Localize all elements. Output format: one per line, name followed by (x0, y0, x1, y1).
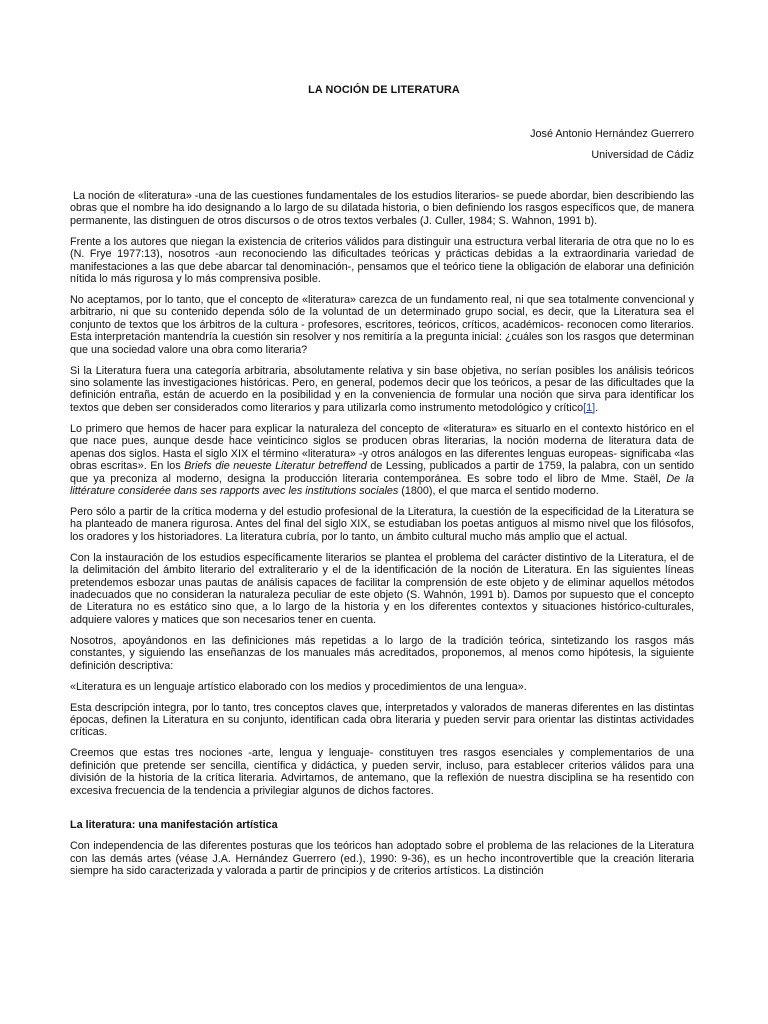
author-name: José Antonio Hernández Guerrero (530, 128, 694, 140)
paragraph-12: Con independencia de las diferentes posturas que los teóricos han adoptado sobre el problema de las relaciones de la Literatura con las demás artes (véase J.A. Hernández Guerrero (ed.), 1990: 9-36), es un hecho incontrovertible que la creación literaria siempre ha sido caracterizada y valorada a partir de principios y de criterios artísticos. La distinción (70, 840, 694, 878)
paragraph-4-text: Si la Literatura fuera una categoría arbitraria, absolutamente relativa y sin base objetiva, no serían posibles los análisis teóricos sino solamente las investigaciones históricas. Pero, en general, podemos decir que los teóricos, a pesar de las dificultades que la definición entraña, están de acuerdo en la posibilidad y en la conveniencia de formular una noción que sirva para identificar los textos que deben ser considerados como literarios y para utilizarla como instrumento metodológico y crítico (70, 364, 694, 414)
document-title: LA NOCIÓN DE LITERATURA (308, 84, 460, 96)
paragraph-6: Pero sólo a partir de la crítica moderna y del estudio profesional de la Literatura, la cuestión de la especificidad de la Literatura se ha planteado de manera rigurosa. Antes del final del siglo XIX, se estudiaban los poetas antiguos al mismo nivel que los filósofos, los oradores y los historiadores. La literatura cubría, por lo tanto, un ámbito cultural mucho más amplio que el actual. (70, 505, 694, 543)
paragraph-5 (70, 423, 694, 497)
document-body (70, 190, 694, 886)
paragraph-4 (70, 365, 694, 415)
paragraph-1: La noción de «literatura» -una de las cuestiones fundamentales de los estudios literarios- se puede abordar, bien describiendo las obras que el nombre ha ido designando a lo largo de su dilatada historia, o bien definiendo los rasgos específicos que, de manera permanente, las distinguen de otros discursos o de otros textos verbales (J. Culler, 1984; S. Wahnon, 1991 b). (70, 190, 694, 227)
paragraph-5-part-a: Lo primero que hemos de hacer para explicar la naturaleza del concepto de «literatura» es situarlo en el contexto histórico en el que nace pues, aunque desde hace veinticinco siglos se producen obras literarias, la noción moderna de literatura data de apenas dos siglos. Hasta el siglo XIX el término «literatura» -y otros análogos en las diferentes lenguas europeas- significaba «las obras escritas». En los (70, 422, 694, 473)
paragraph-5-part-c: (1800), el que marca el sentido moderno. (398, 484, 599, 497)
paragraph-5-part-b: de Lessing, publicados a partir de 1759, la palabra, con un sentido que ya preconiza al moderno, designa la producción literaria contemporánea. Es sobre todo el libro de Mme. Staël, (70, 460, 694, 485)
paragraph-4-end: . (595, 401, 599, 414)
paragraph-11: Creemos que estas tres nociones -arte, lengua y lenguaje- constituyen tres rasgos esenciales y complementarios de una definición que pretende ser sencilla, científica y didáctica, y pueden servir, incluso, para establecer criterios válidos para una división de la historia de la crítica literaria. Advirtamos, de antemano, que la reflexión de nuestra disciplina se ha resentido con excesiva frecuencia de la tendencia a privilegiar algunos de dichos factores. (70, 747, 694, 797)
stael-work-title: De la littérature considerée dans ses rapports avec les institutions sociales (70, 472, 694, 497)
paragraph-7: Con la instauración de los estudios específicamente literarios se plantea el problema del carácter distintivo de la Literatura, el de la delimitación del ámbito literario del extraliterario y el de la identificación de la noción de Literatura. En las siguientes líneas pretendemos esbozar unas pautas de análisis capaces de facilitar la comprensión de este objeto y de eliminar aquellos métodos inadecuados que no consideran la naturaleza peculiar de este objeto (S. Wahnón, 1991 b). Damos por supuesto que el concepto de Literatura no es estático sino que, a lo largo de la historia y en los diferentes contextos y situaciones histórico-culturales, adquiere valores y matices que son necesarios tener en cuenta. (70, 551, 694, 626)
paragraph-8: Nosotros, apoyándonos en las definiciones más repetidas a lo largo de la tradición teórica, sintetizando los rasgos más constantes, y siguiendo las enseñanzas de los manuales más acreditados, proponemos, al menos como hipótesis, la siguiente definición descriptiva: (70, 634, 694, 672)
paragraph-3: No aceptamos, por lo tanto, que el concepto de «literatura» carezca de un fundamento real, ni que sea totalmente convencional y arbitrario, ni que su contenido dependa sólo de la voluntad de un determinado grupo social, es decir, que la Literatura sea el conjunto de textos que los árbitros de la cultura - profesores, escritores, teóricos, críticos, académicos- reconocen como literarios. Esta interpretación mantendría la cuestión sin resolver y nos remitiría a la pregunta inicial: ¿cuáles son los rasgos que determinan que una sociedad valore una obra como literaria? (70, 294, 694, 356)
lessing-work-title: Briefs die neueste Literatur betreffend (184, 460, 367, 473)
footnote-link-1[interactable]: [1] (583, 401, 596, 414)
author-affiliation: Universidad de Cádiz (591, 149, 694, 161)
section-heading: La literatura: una manifestación artística (70, 819, 278, 831)
paragraph-2: Frente a los autores que niegan la existencia de criterios válidos para distinguir una estructura verbal literaria de otra que no lo es (N. Frye 1977:13), nosotros -aun reconociendo las dificultades teóricas y prácticas debidas a la extraordinaria variedad de manifestaciones a las que debe abarcar tal denominación-, pensamos que el teórico tiene la obligación de elaborar una definición nítida lo más rigurosa y lo más comprensiva posible. (70, 235, 694, 286)
definition-quote: «Literatura es un lenguaje artístico elaborado con los medios y procedimientos de una lengua». (70, 680, 527, 693)
paragraph-10: Esta descripción integra, por lo tanto, tres conceptos claves que, interpretados y valorados de maneras diferentes en las distintas épocas, definen la Literatura en su conjunto, identifican cada obra literaria y pueden servir para orientar las distintas actividades críticas. (70, 701, 694, 739)
